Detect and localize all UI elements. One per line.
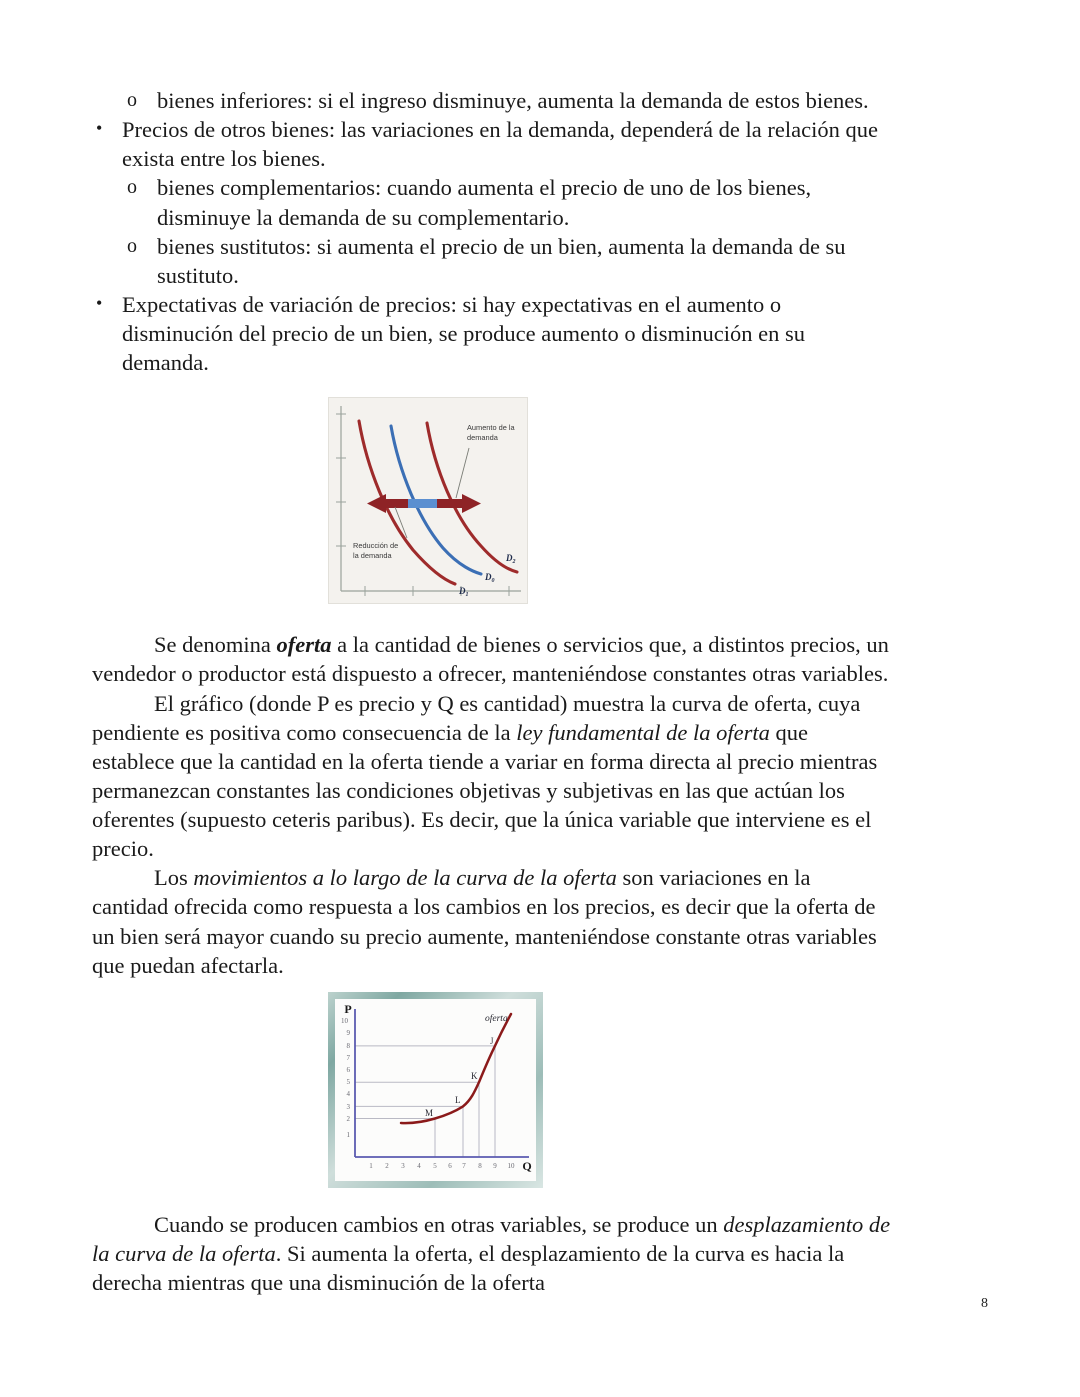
figure-demand-increase-label-line1: Aumento de la <box>467 423 515 433</box>
figure-demand-decrease-label-line2: la demanda <box>353 551 392 561</box>
paragraph-curve-displacement <box>92 1210 892 1297</box>
list-item <box>92 290 892 377</box>
list-group-3 <box>92 173 892 290</box>
paragraph-text-before: Cuando se producen cambios en otras variables, se produce un <box>154 1211 724 1237</box>
point-label-j: J <box>490 1035 494 1046</box>
paragraph-emphasis-movimientos: movimientos a lo largo de la curva de la oferta <box>193 865 617 891</box>
y-tick-10: 10 <box>341 1016 348 1025</box>
figure-demand-decrease-label-line1: Reducción de <box>353 541 399 551</box>
figure-demand-curve-label-d2: $D_2$ <box>506 553 516 566</box>
x-tick-4: 4 <box>417 1161 421 1170</box>
list-item-label: bienes sustitutos: si aumenta el precio de un bien, aumenta la demanda de su sustituto. <box>157 233 846 288</box>
figure-supply-curve <box>335 999 536 1181</box>
paragraph-group <box>92 630 892 980</box>
point-label-l: L <box>455 1094 461 1105</box>
y-tick-1: 1 <box>346 1130 350 1139</box>
paragraph-supply-law <box>92 689 892 864</box>
paragraph-text-after: a la cantidad de bienes o servicios que, a distintos precios, un vendedor o productor está dispuesto a ofrecer, manteniéndose constantes otras variables. <box>92 632 889 687</box>
x-tick-3: 3 <box>401 1161 405 1170</box>
x-tick-7: 7 <box>462 1161 466 1170</box>
list-item-label: Expectativas de variación de precios: si hay expectativas en el aumento o disminución del precio de un bien, se produce aumento o disminución en su demanda. <box>122 291 805 376</box>
paragraph-group-final <box>92 1210 892 1297</box>
paragraph-oferta-definition <box>92 630 892 688</box>
paragraph-movements-along-curve <box>92 863 892 980</box>
paragraph-text-before: El gráfico (donde P es precio y Q es cantidad) muestra la curva de oferta, cuya pendiente es positiva como consecuencia de la <box>92 690 861 745</box>
list-item <box>92 173 892 231</box>
paragraph-text-after: . Si aumenta la oferta, el desplazamiento de la curva es hacia la derecha mientras que una disminución de la oferta <box>92 1240 845 1295</box>
demand-shift-chart <box>329 398 527 603</box>
y-tick-7: 7 <box>346 1053 350 1062</box>
x-tick-9: 9 <box>493 1161 497 1170</box>
paragraph-text-after: que establece que la cantidad en la oferta tiende a variar en forma directa al precio mientras permanezcan constantes las condiciones objetivas y subjetivas en las que actúan los oferentes (supuesto ceteris paribus). Es decir, que la única variable que interviene es el precio. <box>92 719 878 862</box>
y-tick-3: 3 <box>346 1102 350 1111</box>
page-content <box>92 86 892 1297</box>
figure-demand-curve-label-d1: $D_1$ <box>459 586 469 599</box>
x-tick-5: 5 <box>433 1161 437 1170</box>
figure-demand-increase-label-line2: demanda <box>467 433 498 443</box>
x-tick-6: 6 <box>448 1161 452 1170</box>
list-group-2 <box>92 115 892 173</box>
list-group-1 <box>92 86 892 115</box>
list-marker-circle-icon: o <box>127 89 137 111</box>
x-tick-1: 1 <box>369 1161 373 1170</box>
point-label-m: M <box>425 1107 434 1118</box>
y-tick-4: 4 <box>346 1089 350 1098</box>
figure-supply-curve-frame <box>328 992 543 1188</box>
axis-label-q: Q <box>522 1158 532 1173</box>
list-marker-bullet-icon: • <box>96 292 103 313</box>
y-tick-2: 2 <box>346 1114 350 1123</box>
list-item-label: bienes inferiores: si el ingreso disminuye, aumenta la demanda de estos bienes. <box>157 88 869 113</box>
list-item <box>92 232 892 290</box>
list-marker-circle-icon: o <box>127 234 137 257</box>
y-tick-6: 6 <box>346 1065 350 1074</box>
list-marker-bullet-icon: • <box>96 118 103 139</box>
supply-curve-chart <box>335 999 536 1181</box>
list-item-label: bienes complementarios: cuando aumenta el precio de uno de los bienes, disminuye la demanda de su complementario. <box>157 175 812 230</box>
paragraph-emphasis-desplazamiento: desplazamiento de la curva de la oferta <box>92 1211 891 1266</box>
y-tick-5: 5 <box>346 1077 350 1086</box>
paragraph-text-before: Los <box>154 865 194 891</box>
figure-demand-shift-wrapper <box>92 397 892 604</box>
paragraph-emphasis-ley-fundamental: ley fundamental de la oferta <box>516 719 770 745</box>
paragraph-text-before: Se denomina <box>154 632 277 658</box>
list-item <box>92 115 892 173</box>
x-tick-8: 8 <box>478 1161 482 1170</box>
page-number: 8 <box>981 1296 988 1311</box>
list-item-label: Precios de otros bienes: las variaciones en la demanda, dependerá de la relación que exista entre los bienes. <box>122 117 878 172</box>
x-tick-10: 10 <box>507 1161 515 1170</box>
figure-demand-shift <box>328 397 528 604</box>
y-tick-9: 9 <box>346 1028 350 1037</box>
figure-supply-curve-wrapper <box>92 992 892 1188</box>
axis-label-p: P <box>344 1001 352 1016</box>
x-tick-2: 2 <box>385 1161 389 1170</box>
supply-curve-label: oferta <box>485 1013 508 1024</box>
paragraph-text-after: son variaciones en la cantidad ofrecida como respuesta a los cambios en los precios, es decir que la oferta de un bien será mayor cuando su precio aumente, manteniéndose constante otras variables que puedan afectarla. <box>92 865 877 978</box>
list-group-4 <box>92 290 892 377</box>
y-tick-8: 8 <box>346 1041 350 1050</box>
list-item <box>92 86 892 115</box>
list-marker-circle-icon: o <box>127 176 137 199</box>
figure-demand-curve-label-d0: $D_0$ <box>485 572 495 585</box>
point-label-k: K <box>471 1070 478 1081</box>
paragraph-emphasis-oferta: oferta <box>276 632 332 658</box>
